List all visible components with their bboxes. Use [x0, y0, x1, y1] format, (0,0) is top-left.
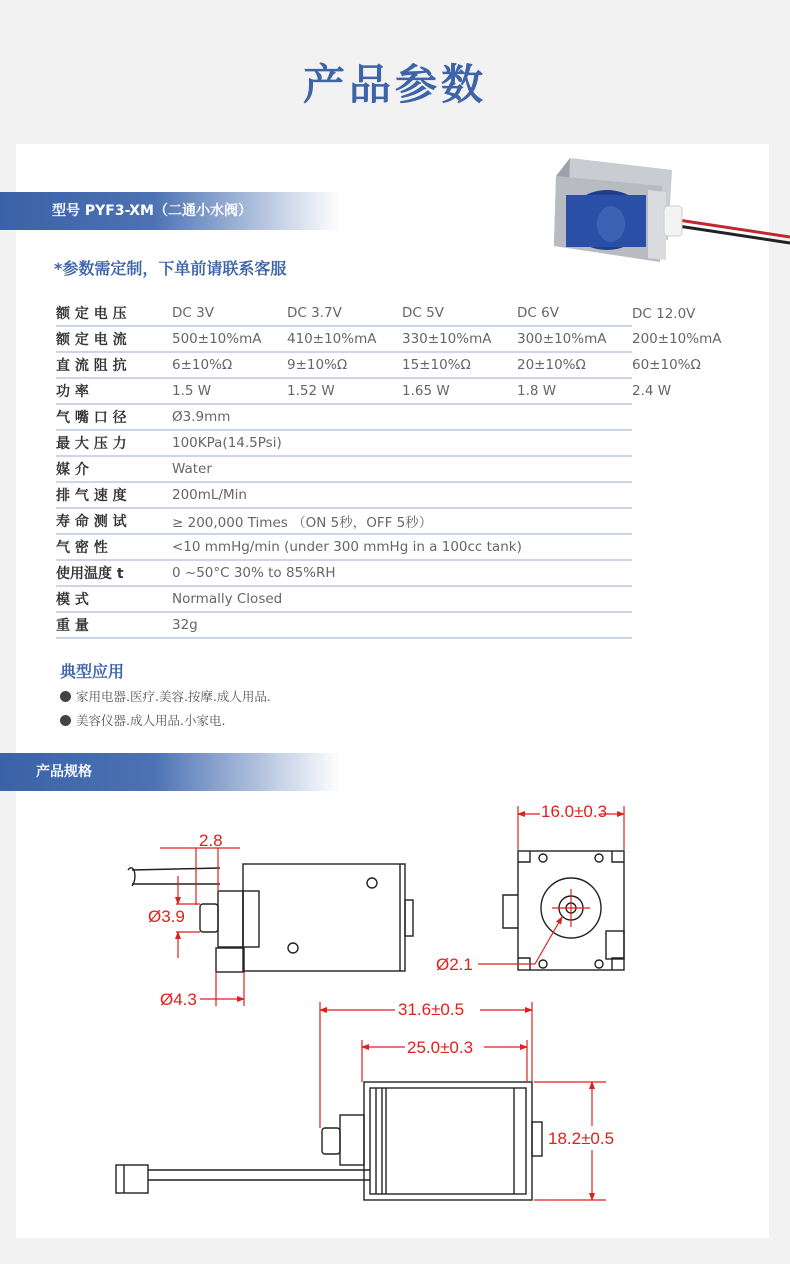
- spec-value: <10 mmHg/min (under 300 mmHg in a 100cc tank): [172, 534, 632, 560]
- spec-value: ≥ 200,000 Times （ON 5秒，OFF 5秒）: [172, 508, 632, 534]
- dim-4-3: Ø4.3: [160, 990, 197, 1009]
- bullet-icon: [60, 691, 71, 702]
- dim-25: 25.0±0.3: [407, 1038, 474, 1057]
- table-row: [56, 404, 747, 430]
- spec-value: 200±10%mA: [632, 331, 722, 347]
- spec-value: 6±10%Ω: [172, 352, 287, 378]
- spec-value: DC 3.7V: [287, 301, 402, 326]
- spec-value: 300±10%mA: [517, 326, 632, 352]
- dim-2-8: 2.8: [199, 831, 223, 850]
- spec-label: 媒 介: [56, 456, 172, 482]
- list-item: [60, 687, 271, 705]
- spec-section-banner: 产品规格: [0, 753, 340, 791]
- spec-value: 500±10%mA: [172, 326, 287, 352]
- dim-16: 16.0±0.3: [541, 802, 608, 821]
- model-banner: 型号 PYF3-XM（二通小水阀）: [0, 192, 340, 230]
- spec-value: 2.4 W: [632, 383, 672, 399]
- spec-value: 200mL/Min: [172, 482, 632, 508]
- spec-value: 330±10%mA: [402, 326, 517, 352]
- spec-label: 使用温度 t: [56, 560, 172, 586]
- dim-18-2: 18.2±0.5: [548, 1129, 615, 1148]
- spec-label: 寿 命 测 试: [56, 508, 172, 534]
- table-row: [56, 508, 747, 534]
- spec-value: DC 6V: [517, 301, 632, 326]
- table-row: [56, 612, 747, 638]
- spec-value: 1.8 W: [517, 378, 632, 404]
- spec-value: 1.52 W: [287, 378, 402, 404]
- spec-value: DC 5V: [402, 301, 517, 326]
- spec-label: 额 定 电 流: [56, 326, 172, 352]
- spec-label: 最 大 压 力: [56, 430, 172, 456]
- table-row: [56, 534, 747, 560]
- spec-value: 0 ~50°C 30% to 85%RH: [172, 560, 632, 586]
- applications-title: 典型应用: [60, 662, 125, 681]
- spec-value: 1.5 W: [172, 378, 287, 404]
- list-item: [60, 711, 225, 729]
- custom-note: *参数需定制，下单前请联系客服: [54, 259, 287, 278]
- spec-label: 直 流 阻 抗: [56, 352, 172, 378]
- spec-value: 9±10%Ω: [287, 352, 402, 378]
- spec-value: 15±10%Ω: [402, 352, 517, 378]
- dim-3-9: Ø3.9: [148, 907, 185, 926]
- spec-label: 气 嘴 口 径: [56, 404, 172, 430]
- spec-value: 100KPa(14.5Psi): [172, 430, 632, 456]
- application-text: 家用电器.医疗.美容.按摩.成人用品.: [76, 689, 271, 704]
- application-text: 美容仪器.成人用品.小家电.: [76, 713, 226, 728]
- spec-value: Ø3.9mm: [172, 404, 632, 430]
- table-row: [56, 456, 747, 482]
- spec-value: 410±10%mA: [287, 326, 402, 352]
- table-row: [56, 301, 747, 326]
- spec-value: 60±10%Ω: [632, 357, 701, 373]
- page-title: 产品参数: [302, 60, 487, 109]
- spec-value: 20±10%Ω: [517, 352, 632, 378]
- table-row: [56, 430, 747, 456]
- table-row: [56, 326, 747, 352]
- spec-label: 气 密 性: [56, 534, 172, 560]
- dim-31-6: 31.6±0.5: [398, 1000, 465, 1019]
- table-row: [56, 560, 747, 586]
- spec-value: 32g: [172, 612, 632, 638]
- table-row: [56, 482, 747, 508]
- spec-value: Normally Closed: [172, 586, 632, 612]
- table-row: [56, 378, 747, 404]
- table-row: [56, 352, 747, 378]
- spec-label: 模 式: [56, 586, 172, 612]
- spec-label: 额 定 电 压: [56, 301, 172, 326]
- bullet-icon: [60, 715, 71, 726]
- dim-2-1: Ø2.1: [436, 955, 473, 974]
- spec-label: 排 气 速 度: [56, 482, 172, 508]
- spec-value: Water: [172, 456, 632, 482]
- spec-value: DC 12.0V: [632, 305, 696, 322]
- spec-label: 功 率: [56, 378, 172, 404]
- spec-label: 重 量: [56, 612, 172, 638]
- table-row: [56, 586, 747, 612]
- spec-value: 1.65 W: [402, 378, 517, 404]
- spec-table: [56, 301, 747, 639]
- spec-value: DC 3V: [172, 301, 287, 326]
